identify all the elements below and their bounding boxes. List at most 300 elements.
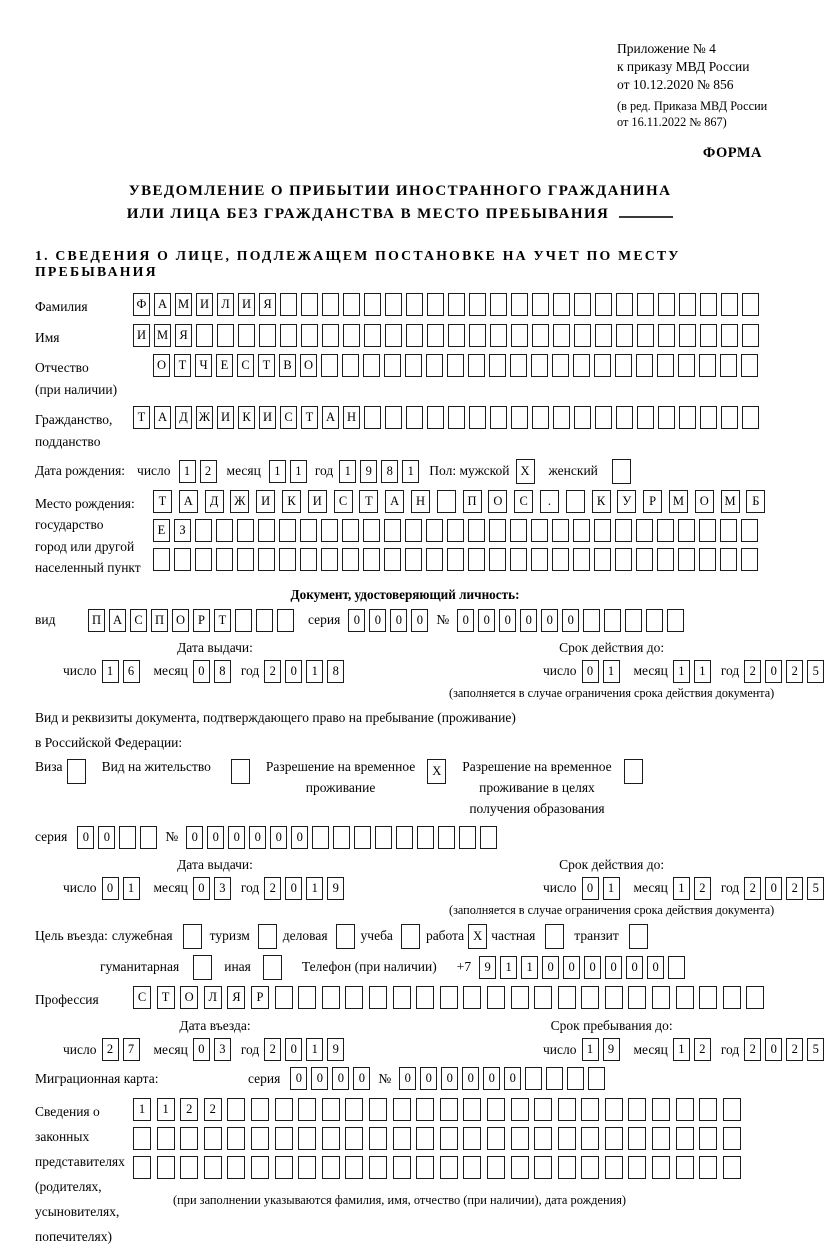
char-cell[interactable] [511,324,528,347]
char-cell[interactable]: 0 [462,1067,479,1090]
sex-male-checkbox[interactable]: X [516,459,535,484]
char-cell[interactable]: 2 [744,1038,761,1061]
char-cell[interactable]: 1 [306,1038,323,1061]
char-cell[interactable] [300,548,317,571]
char-cell[interactable]: М [175,293,192,316]
char-cell[interactable] [646,609,663,632]
char-cell[interactable]: 1 [306,877,323,900]
char-cell[interactable]: 1 [102,660,119,683]
char-cell[interactable] [426,354,443,377]
char-cell[interactable] [531,354,548,377]
char-cell[interactable] [616,293,633,316]
char-cell[interactable]: 0 [102,877,119,900]
char-cell[interactable] [258,519,275,542]
char-cell[interactable]: О [695,490,714,513]
char-cell[interactable] [636,354,653,377]
purpose-other-checkbox[interactable] [263,955,282,980]
char-cell[interactable] [227,1098,245,1121]
char-cell[interactable]: 0 [499,609,516,632]
char-cell[interactable] [552,548,569,571]
char-cell[interactable] [558,1156,576,1179]
char-cell[interactable] [463,1098,481,1121]
char-cell[interactable] [204,1156,222,1179]
char-cell[interactable] [448,406,465,429]
char-cell[interactable] [298,1156,316,1179]
char-cell[interactable] [259,324,276,347]
char-cell[interactable] [553,324,570,347]
char-cell[interactable] [447,354,464,377]
char-cell[interactable]: 0 [483,1067,500,1090]
char-cell[interactable]: Я [175,324,192,347]
char-cell[interactable] [396,826,413,849]
char-cell[interactable] [469,324,486,347]
char-cell[interactable]: К [592,490,611,513]
char-cell[interactable] [676,1127,694,1150]
char-cell[interactable] [628,1127,646,1150]
char-cell[interactable] [658,406,675,429]
char-cell[interactable]: Я [227,986,245,1009]
char-cell[interactable]: 5 [807,1038,824,1061]
char-cell[interactable] [417,826,434,849]
char-cell[interactable]: 0 [478,609,495,632]
char-cell[interactable]: 0 [504,1067,521,1090]
purpose-business-checkbox[interactable] [336,924,355,949]
char-cell[interactable] [343,293,360,316]
char-cell[interactable] [217,324,234,347]
char-cell[interactable] [532,406,549,429]
char-cell[interactable] [657,548,674,571]
char-cell[interactable] [723,1156,741,1179]
char-cell[interactable] [511,1156,529,1179]
char-cell[interactable] [345,1127,363,1150]
char-cell[interactable]: 1 [673,877,690,900]
char-cell[interactable]: К [282,490,301,513]
char-cell[interactable] [322,1156,340,1179]
char-cell[interactable] [321,519,338,542]
char-cell[interactable] [699,986,717,1009]
char-cell[interactable]: 9 [327,877,344,900]
char-cell[interactable] [180,1127,198,1150]
char-cell[interactable] [275,1156,293,1179]
char-cell[interactable] [637,406,654,429]
char-cell[interactable]: 0 [399,1067,416,1090]
char-cell[interactable] [275,986,293,1009]
char-cell[interactable] [699,548,716,571]
char-cell[interactable]: Т [214,609,231,632]
char-cell[interactable] [534,1098,552,1121]
char-cell[interactable]: 0 [77,826,94,849]
char-cell[interactable] [416,986,434,1009]
char-cell[interactable]: 0 [520,609,537,632]
char-cell[interactable]: 0 [626,956,643,979]
char-cell[interactable] [237,548,254,571]
char-cell[interactable]: Ч [195,354,212,377]
char-cell[interactable] [667,609,684,632]
char-cell[interactable]: О [180,986,198,1009]
char-cell[interactable]: 1 [339,460,356,483]
char-cell[interactable] [658,324,675,347]
char-cell[interactable] [532,324,549,347]
char-cell[interactable]: 0 [647,956,664,979]
char-cell[interactable] [510,548,527,571]
purpose-study-checkbox[interactable] [401,924,420,949]
char-cell[interactable]: П [463,490,482,513]
char-cell[interactable] [594,519,611,542]
char-cell[interactable]: 2 [694,1038,711,1061]
char-cell[interactable] [658,293,675,316]
char-cell[interactable]: А [385,490,404,513]
char-cell[interactable]: 2 [786,877,803,900]
title-blank-line[interactable] [619,205,673,218]
char-cell[interactable] [468,519,485,542]
char-cell[interactable] [699,1098,717,1121]
char-cell[interactable] [553,293,570,316]
char-cell[interactable] [195,519,212,542]
char-cell[interactable] [468,354,485,377]
char-cell[interactable]: С [130,609,147,632]
char-cell[interactable] [448,293,465,316]
char-cell[interactable] [342,548,359,571]
char-cell[interactable] [322,1127,340,1150]
char-cell[interactable] [573,519,590,542]
char-cell[interactable] [406,406,423,429]
char-cell[interactable] [604,609,621,632]
char-cell[interactable] [679,293,696,316]
char-cell[interactable] [699,1156,717,1179]
char-cell[interactable] [322,1098,340,1121]
char-cell[interactable] [657,354,674,377]
char-cell[interactable]: 0 [542,956,559,979]
purpose-official-checkbox[interactable] [183,924,202,949]
char-cell[interactable] [180,1156,198,1179]
char-cell[interactable] [363,519,380,542]
char-cell[interactable]: Л [204,986,222,1009]
purpose-tourism-checkbox[interactable] [258,924,277,949]
char-cell[interactable] [440,1127,458,1150]
char-cell[interactable] [676,986,694,1009]
char-cell[interactable] [595,406,612,429]
purpose-transit-checkbox[interactable] [629,924,648,949]
char-cell[interactable] [525,1067,542,1090]
char-cell[interactable] [385,406,402,429]
char-cell[interactable]: И [196,293,213,316]
char-cell[interactable]: 0 [582,660,599,683]
char-cell[interactable] [678,354,695,377]
char-cell[interactable]: Т [153,490,172,513]
char-cell[interactable] [721,324,738,347]
char-cell[interactable] [195,548,212,571]
char-cell[interactable] [573,548,590,571]
char-cell[interactable] [140,826,157,849]
char-cell[interactable]: 1 [402,460,419,483]
char-cell[interactable] [345,1098,363,1121]
char-cell[interactable] [676,1156,694,1179]
char-cell[interactable]: 0 [605,956,622,979]
char-cell[interactable]: 0 [420,1067,437,1090]
char-cell[interactable] [405,354,422,377]
char-cell[interactable] [364,324,381,347]
char-cell[interactable]: Т [157,986,175,1009]
char-cell[interactable] [573,354,590,377]
char-cell[interactable]: Ж [230,490,249,513]
char-cell[interactable] [301,293,318,316]
char-cell[interactable] [490,406,507,429]
char-cell[interactable]: С [133,986,151,1009]
char-cell[interactable] [440,1098,458,1121]
char-cell[interactable]: Ф [133,293,150,316]
char-cell[interactable] [605,1098,623,1121]
char-cell[interactable] [468,548,485,571]
char-cell[interactable]: 2 [264,877,281,900]
char-cell[interactable] [279,519,296,542]
char-cell[interactable]: 0 [353,1067,370,1090]
char-cell[interactable]: 2 [264,1038,281,1061]
char-cell[interactable]: 0 [193,877,210,900]
char-cell[interactable] [532,293,549,316]
char-cell[interactable] [558,986,576,1009]
char-cell[interactable]: Ж [196,406,213,429]
char-cell[interactable]: А [179,490,198,513]
char-cell[interactable] [345,1156,363,1179]
char-cell[interactable] [280,324,297,347]
char-cell[interactable] [636,548,653,571]
char-cell[interactable] [343,324,360,347]
char-cell[interactable] [741,519,758,542]
char-cell[interactable]: 5 [807,660,824,683]
char-cell[interactable] [723,1127,741,1150]
char-cell[interactable] [742,293,759,316]
char-cell[interactable] [322,293,339,316]
char-cell[interactable] [369,986,387,1009]
char-cell[interactable] [636,519,653,542]
char-cell[interactable] [679,324,696,347]
char-cell[interactable]: Т [301,406,318,429]
purpose-humanitarian-checkbox[interactable] [193,955,212,980]
visa-checkbox[interactable] [67,759,86,784]
char-cell[interactable] [440,1156,458,1179]
char-cell[interactable] [369,1127,387,1150]
char-cell[interactable]: Р [251,986,269,1009]
char-cell[interactable]: Е [153,519,170,542]
char-cell[interactable] [574,324,591,347]
char-cell[interactable] [196,324,213,347]
char-cell[interactable]: 0 [186,826,203,849]
char-cell[interactable]: 2 [200,460,217,483]
char-cell[interactable]: М [721,490,740,513]
char-cell[interactable] [581,1098,599,1121]
char-cell[interactable]: И [256,490,275,513]
sex-female-checkbox[interactable] [612,459,631,484]
char-cell[interactable] [375,826,392,849]
char-cell[interactable] [463,986,481,1009]
char-cell[interactable] [235,609,252,632]
char-cell[interactable] [699,519,716,542]
char-cell[interactable] [157,1156,175,1179]
char-cell[interactable] [174,548,191,571]
char-cell[interactable]: 0 [291,826,308,849]
char-cell[interactable]: С [280,406,297,429]
char-cell[interactable] [574,293,591,316]
char-cell[interactable] [605,1156,623,1179]
char-cell[interactable]: О [300,354,317,377]
char-cell[interactable]: Д [175,406,192,429]
char-cell[interactable]: 0 [285,877,302,900]
char-cell[interactable]: С [334,490,353,513]
char-cell[interactable]: 9 [327,1038,344,1061]
char-cell[interactable]: Е [216,354,233,377]
char-cell[interactable]: В [279,354,296,377]
char-cell[interactable]: 2 [264,660,281,683]
char-cell[interactable] [652,1127,670,1150]
char-cell[interactable]: 0 [332,1067,349,1090]
char-cell[interactable]: М [669,490,688,513]
char-cell[interactable]: К [238,406,255,429]
char-cell[interactable] [447,519,464,542]
char-cell[interactable] [469,293,486,316]
char-cell[interactable]: П [151,609,168,632]
char-cell[interactable] [280,293,297,316]
char-cell[interactable] [652,1156,670,1179]
char-cell[interactable] [251,1127,269,1150]
char-cell[interactable] [531,548,548,571]
char-cell[interactable]: 2 [744,660,761,683]
char-cell[interactable] [531,519,548,542]
char-cell[interactable] [227,1127,245,1150]
char-cell[interactable] [595,324,612,347]
char-cell[interactable] [558,1127,576,1150]
char-cell[interactable] [133,1127,151,1150]
char-cell[interactable] [438,826,455,849]
char-cell[interactable]: 0 [562,609,579,632]
char-cell[interactable]: 2 [180,1098,198,1121]
char-cell[interactable] [426,519,443,542]
char-cell[interactable] [489,548,506,571]
char-cell[interactable]: 0 [411,609,428,632]
char-cell[interactable]: О [488,490,507,513]
char-cell[interactable]: И [238,293,255,316]
char-cell[interactable] [637,293,654,316]
char-cell[interactable] [511,986,529,1009]
char-cell[interactable] [678,519,695,542]
char-cell[interactable] [463,1127,481,1150]
char-cell[interactable]: И [259,406,276,429]
char-cell[interactable]: У [617,490,636,513]
char-cell[interactable] [628,986,646,1009]
char-cell[interactable] [384,519,401,542]
char-cell[interactable] [511,293,528,316]
char-cell[interactable] [615,548,632,571]
char-cell[interactable]: О [153,354,170,377]
char-cell[interactable] [657,519,674,542]
char-cell[interactable] [480,826,497,849]
char-cell[interactable]: 0 [765,1038,782,1061]
char-cell[interactable] [574,406,591,429]
char-cell[interactable] [393,986,411,1009]
char-cell[interactable] [393,1156,411,1179]
char-cell[interactable] [153,548,170,571]
char-cell[interactable] [448,324,465,347]
char-cell[interactable] [258,548,275,571]
char-cell[interactable]: Т [359,490,378,513]
char-cell[interactable]: А [154,406,171,429]
char-cell[interactable] [700,293,717,316]
char-cell[interactable]: 3 [214,877,231,900]
char-cell[interactable]: 0 [249,826,266,849]
char-cell[interactable]: 0 [290,1067,307,1090]
char-cell[interactable] [668,956,685,979]
char-cell[interactable]: 0 [285,660,302,683]
char-cell[interactable] [384,354,401,377]
char-cell[interactable] [487,1098,505,1121]
char-cell[interactable]: 0 [98,826,115,849]
char-cell[interactable] [345,986,363,1009]
char-cell[interactable] [566,490,585,513]
char-cell[interactable] [741,354,758,377]
char-cell[interactable] [333,826,350,849]
char-cell[interactable] [511,1127,529,1150]
char-cell[interactable] [275,1098,293,1121]
char-cell[interactable] [583,609,600,632]
char-cell[interactable] [721,406,738,429]
char-cell[interactable]: 0 [584,956,601,979]
char-cell[interactable]: 2 [204,1098,222,1121]
purpose-work-checkbox[interactable]: X [468,924,487,949]
char-cell[interactable] [720,548,737,571]
char-cell[interactable] [427,324,444,347]
char-cell[interactable] [321,548,338,571]
char-cell[interactable]: 0 [311,1067,328,1090]
char-cell[interactable] [605,1127,623,1150]
char-cell[interactable]: Т [258,354,275,377]
char-cell[interactable] [615,354,632,377]
char-cell[interactable]: 1 [603,660,620,683]
char-cell[interactable]: 1 [500,956,517,979]
char-cell[interactable] [699,1127,717,1150]
residence-permit-checkbox[interactable] [231,759,250,784]
char-cell[interactable]: 0 [765,660,782,683]
char-cell[interactable] [384,548,401,571]
char-cell[interactable] [416,1156,434,1179]
char-cell[interactable]: Н [411,490,430,513]
char-cell[interactable]: Т [133,406,150,429]
char-cell[interactable] [534,1156,552,1179]
char-cell[interactable] [553,406,570,429]
char-cell[interactable]: 0 [270,826,287,849]
char-cell[interactable] [510,519,527,542]
char-cell[interactable] [581,986,599,1009]
char-cell[interactable]: Р [193,609,210,632]
char-cell[interactable] [490,324,507,347]
char-cell[interactable] [275,1127,293,1150]
char-cell[interactable] [699,354,716,377]
char-cell[interactable]: Я [259,293,276,316]
char-cell[interactable] [440,986,458,1009]
char-cell[interactable]: А [154,293,171,316]
char-cell[interactable] [676,1098,694,1121]
char-cell[interactable] [251,1156,269,1179]
purpose-private-checkbox[interactable] [545,924,564,949]
char-cell[interactable]: А [322,406,339,429]
char-cell[interactable]: 6 [123,660,140,683]
char-cell[interactable]: 0 [193,1038,210,1061]
char-cell[interactable] [406,293,423,316]
char-cell[interactable] [416,1127,434,1150]
temp-residence-edu-checkbox[interactable] [624,759,643,784]
char-cell[interactable]: Б [746,490,765,513]
char-cell[interactable] [301,324,318,347]
char-cell[interactable]: 1 [179,460,196,483]
char-cell[interactable] [742,324,759,347]
